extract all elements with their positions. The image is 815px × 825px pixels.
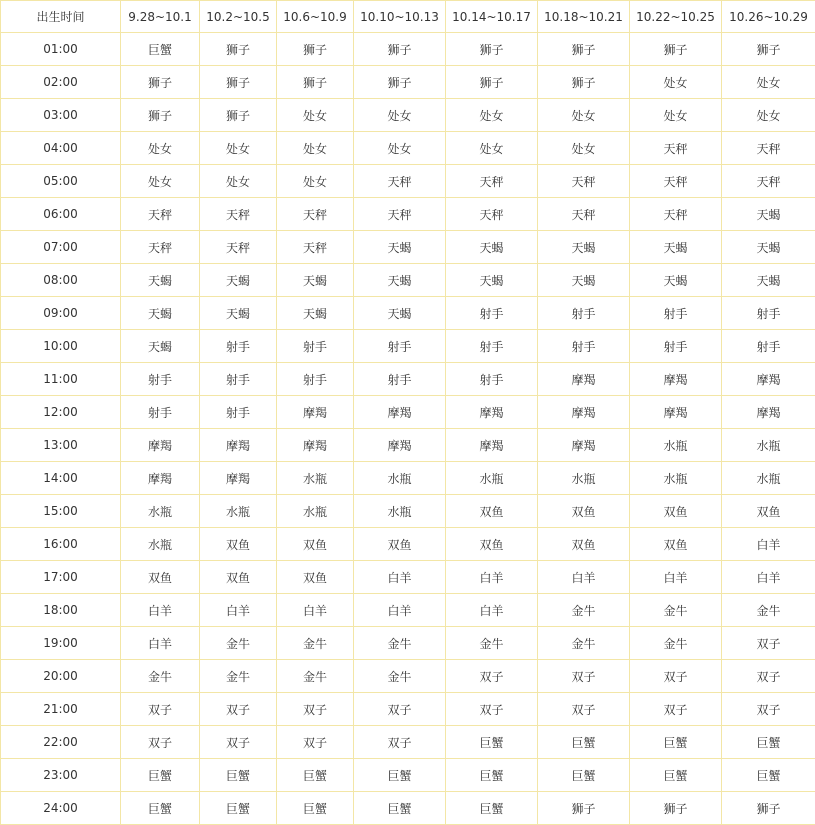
sign-cell: 双子: [630, 660, 722, 693]
table-body: [1, 33, 815, 825]
sign-cell: 巨蟹: [354, 792, 446, 825]
sign-cell: 处女: [538, 99, 630, 132]
time-cell: 14:00: [1, 462, 121, 495]
sign-cell: 天蝎: [446, 264, 538, 297]
sign-cell: 巨蟹: [121, 792, 200, 825]
sign-cell: 水瓶: [722, 462, 815, 495]
column-header-date-range: 10.2~10.5: [200, 1, 277, 33]
sign-cell: 白羊: [121, 594, 200, 627]
sign-cell: 双子: [121, 726, 200, 759]
sign-cell: 双鱼: [630, 528, 722, 561]
sign-cell: 射手: [630, 330, 722, 363]
sign-cell: 巨蟹: [121, 759, 200, 792]
sign-cell: 处女: [446, 132, 538, 165]
time-cell: 11:00: [1, 363, 121, 396]
sign-cell: 天秤: [630, 198, 722, 231]
sign-cell: 摩羯: [200, 462, 277, 495]
sign-cell: 巨蟹: [722, 759, 815, 792]
sign-cell: 天蝎: [630, 231, 722, 264]
sign-cell: 狮子: [354, 33, 446, 66]
table-row: [1, 396, 815, 429]
table-row: [1, 132, 815, 165]
column-header-date-range: 10.22~10.25: [630, 1, 722, 33]
sign-cell: 金牛: [277, 627, 354, 660]
table-row: [1, 759, 815, 792]
sign-cell: 双子: [722, 660, 815, 693]
sign-cell: 射手: [354, 330, 446, 363]
sign-cell: 水瓶: [722, 429, 815, 462]
column-header-date-range: 10.10~10.13: [354, 1, 446, 33]
time-cell: 05:00: [1, 165, 121, 198]
sign-cell: 水瓶: [446, 462, 538, 495]
sign-cell: 双子: [446, 693, 538, 726]
sign-cell: 射手: [200, 330, 277, 363]
sign-cell: 白羊: [200, 594, 277, 627]
sign-cell: 狮子: [630, 792, 722, 825]
table-row: [1, 66, 815, 99]
sign-cell: 天蝎: [354, 297, 446, 330]
column-header-birth-time: 出生时间: [1, 1, 121, 33]
sign-cell: 双鱼: [277, 528, 354, 561]
sign-cell: 天蝎: [121, 264, 200, 297]
time-cell: 06:00: [1, 198, 121, 231]
sign-cell: 金牛: [200, 660, 277, 693]
table-row: [1, 693, 815, 726]
sign-cell: 巨蟹: [354, 759, 446, 792]
sign-cell: 摩羯: [121, 462, 200, 495]
sign-cell: 处女: [277, 132, 354, 165]
sign-cell: 双子: [200, 693, 277, 726]
sign-cell: 摩羯: [538, 396, 630, 429]
sign-cell: 白羊: [446, 594, 538, 627]
time-cell: 12:00: [1, 396, 121, 429]
sign-cell: 天秤: [121, 231, 200, 264]
table-row: [1, 363, 815, 396]
sign-cell: 双子: [200, 726, 277, 759]
sign-cell: 水瓶: [121, 495, 200, 528]
sign-cell: 金牛: [538, 627, 630, 660]
time-cell: 17:00: [1, 561, 121, 594]
time-cell: 08:00: [1, 264, 121, 297]
time-cell: 22:00: [1, 726, 121, 759]
sign-cell: 天秤: [354, 165, 446, 198]
sign-cell: 白羊: [354, 561, 446, 594]
table-row: [1, 99, 815, 132]
sign-cell: 摩羯: [121, 429, 200, 462]
sign-cell: 天蝎: [354, 231, 446, 264]
sign-cell: 金牛: [630, 627, 722, 660]
sign-cell: 水瓶: [200, 495, 277, 528]
sign-cell: 射手: [277, 330, 354, 363]
sign-cell: 射手: [200, 396, 277, 429]
sign-cell: 天秤: [121, 198, 200, 231]
table-row: [1, 462, 815, 495]
sign-cell: 双鱼: [200, 528, 277, 561]
table-row: [1, 165, 815, 198]
time-cell: 18:00: [1, 594, 121, 627]
sign-cell: 摩羯: [630, 363, 722, 396]
sign-cell: 射手: [121, 363, 200, 396]
sign-cell: 摩羯: [538, 429, 630, 462]
sign-cell: 天蝎: [354, 264, 446, 297]
sign-cell: 巨蟹: [277, 759, 354, 792]
sign-cell: 天秤: [354, 198, 446, 231]
sign-cell: 天秤: [200, 198, 277, 231]
time-cell: 09:00: [1, 297, 121, 330]
time-cell: 15:00: [1, 495, 121, 528]
sign-cell: 天蝎: [121, 330, 200, 363]
sign-cell: 处女: [722, 66, 815, 99]
sign-cell: 狮子: [121, 66, 200, 99]
sign-cell: 狮子: [722, 33, 815, 66]
sign-cell: 巨蟹: [277, 792, 354, 825]
table-row: [1, 264, 815, 297]
sign-cell: 巨蟹: [121, 33, 200, 66]
sign-cell: 白羊: [277, 594, 354, 627]
sign-cell: 金牛: [630, 594, 722, 627]
sign-cell: 处女: [200, 132, 277, 165]
sign-cell: 狮子: [722, 792, 815, 825]
sign-cell: 白羊: [446, 561, 538, 594]
sign-cell: 双子: [277, 693, 354, 726]
sign-cell: 天蝎: [277, 264, 354, 297]
sign-cell: 天蝎: [121, 297, 200, 330]
sign-cell: 巨蟹: [630, 726, 722, 759]
time-cell: 03:00: [1, 99, 121, 132]
sign-cell: 水瓶: [277, 495, 354, 528]
sign-cell: 双鱼: [446, 528, 538, 561]
column-header-date-range: 10.18~10.21: [538, 1, 630, 33]
sign-cell: 摩羯: [446, 429, 538, 462]
sign-cell: 巨蟹: [538, 726, 630, 759]
sign-cell: 狮子: [538, 66, 630, 99]
sign-cell: 双子: [722, 627, 815, 660]
sign-cell: 处女: [538, 132, 630, 165]
sign-cell: 处女: [630, 99, 722, 132]
table-row: [1, 33, 815, 66]
sign-cell: 狮子: [200, 99, 277, 132]
sign-cell: 巨蟹: [200, 759, 277, 792]
sign-cell: 双子: [121, 693, 200, 726]
sign-cell: 巨蟹: [630, 759, 722, 792]
sign-cell: 处女: [630, 66, 722, 99]
sign-cell: 双鱼: [354, 528, 446, 561]
table-row: [1, 561, 815, 594]
sign-cell: 狮子: [277, 66, 354, 99]
sign-cell: 水瓶: [630, 429, 722, 462]
sign-cell: 水瓶: [354, 495, 446, 528]
column-header-date-range: 9.28~10.1: [121, 1, 200, 33]
time-cell: 07:00: [1, 231, 121, 264]
sign-cell: 双子: [446, 660, 538, 693]
sign-cell: 巨蟹: [722, 726, 815, 759]
sign-cell: 天秤: [538, 165, 630, 198]
time-cell: 19:00: [1, 627, 121, 660]
sign-cell: 白羊: [538, 561, 630, 594]
sign-cell: 狮子: [200, 33, 277, 66]
sign-cell: 处女: [277, 165, 354, 198]
column-header-date-range: 10.26~10.29: [722, 1, 815, 33]
sign-cell: 射手: [538, 297, 630, 330]
sign-cell: 射手: [446, 297, 538, 330]
sign-cell: 射手: [630, 297, 722, 330]
sign-cell: 金牛: [722, 594, 815, 627]
sign-cell: 巨蟹: [446, 792, 538, 825]
sign-cell: 白羊: [722, 528, 815, 561]
sign-cell: 金牛: [121, 660, 200, 693]
sign-cell: 水瓶: [630, 462, 722, 495]
table-header: [1, 1, 815, 33]
time-cell: 24:00: [1, 792, 121, 825]
time-cell: 21:00: [1, 693, 121, 726]
sign-cell: 射手: [354, 363, 446, 396]
table-row: [1, 726, 815, 759]
sign-cell: 摩羯: [446, 396, 538, 429]
sign-cell: 白羊: [722, 561, 815, 594]
table-row: [1, 792, 815, 825]
sign-cell: 处女: [121, 132, 200, 165]
sign-cell: 巨蟹: [200, 792, 277, 825]
sign-cell: 金牛: [354, 660, 446, 693]
sign-cell: 双子: [538, 660, 630, 693]
time-cell: 04:00: [1, 132, 121, 165]
sign-cell: 摩羯: [722, 396, 815, 429]
sign-cell: 处女: [277, 99, 354, 132]
sign-cell: 摩羯: [354, 429, 446, 462]
sign-cell: 金牛: [277, 660, 354, 693]
header-row: [1, 1, 815, 33]
sign-cell: 狮子: [630, 33, 722, 66]
sign-cell: 水瓶: [121, 528, 200, 561]
sign-cell: 天蝎: [722, 231, 815, 264]
table-row: [1, 594, 815, 627]
sign-cell: 射手: [277, 363, 354, 396]
sign-cell: 天秤: [538, 198, 630, 231]
sign-cell: 狮子: [446, 66, 538, 99]
sign-cell: 天蝎: [277, 297, 354, 330]
sign-cell: 天蝎: [200, 297, 277, 330]
sign-cell: 双子: [630, 693, 722, 726]
sign-cell: 狮子: [200, 66, 277, 99]
sign-cell: 白羊: [121, 627, 200, 660]
sign-cell: 射手: [446, 363, 538, 396]
sign-cell: 天秤: [277, 231, 354, 264]
sign-cell: 射手: [722, 330, 815, 363]
sign-cell: 处女: [446, 99, 538, 132]
sign-cell: 天蝎: [538, 231, 630, 264]
sign-cell: 处女: [121, 165, 200, 198]
sign-cell: 狮子: [121, 99, 200, 132]
table-row: [1, 627, 815, 660]
sign-cell: 金牛: [538, 594, 630, 627]
time-cell: 10:00: [1, 330, 121, 363]
sign-cell: 双鱼: [630, 495, 722, 528]
sign-cell: 射手: [446, 330, 538, 363]
table-row: [1, 528, 815, 561]
sign-cell: 金牛: [354, 627, 446, 660]
sign-cell: 天秤: [200, 231, 277, 264]
sign-cell: 射手: [121, 396, 200, 429]
sign-cell: 处女: [722, 99, 815, 132]
table-row: [1, 495, 815, 528]
time-cell: 20:00: [1, 660, 121, 693]
sign-cell: 双子: [277, 726, 354, 759]
sign-cell: 水瓶: [277, 462, 354, 495]
sign-cell: 天蝎: [446, 231, 538, 264]
sign-cell: 双鱼: [722, 495, 815, 528]
sign-cell: 摩羯: [722, 363, 815, 396]
sign-cell: 狮子: [354, 66, 446, 99]
sign-cell: 天秤: [630, 132, 722, 165]
sign-cell: 天蝎: [538, 264, 630, 297]
sign-cell: 水瓶: [538, 462, 630, 495]
sign-cell: 处女: [354, 132, 446, 165]
time-cell: 16:00: [1, 528, 121, 561]
sign-cell: 白羊: [630, 561, 722, 594]
sign-cell: 天秤: [630, 165, 722, 198]
time-cell: 02:00: [1, 66, 121, 99]
sign-cell: 天秤: [722, 132, 815, 165]
table-row: [1, 429, 815, 462]
sign-cell: 双鱼: [538, 528, 630, 561]
column-header-date-range: 10.6~10.9: [277, 1, 354, 33]
sign-cell: 天蝎: [630, 264, 722, 297]
column-header-date-range: 10.14~10.17: [446, 1, 538, 33]
sign-cell: 摩羯: [630, 396, 722, 429]
table-row: [1, 198, 815, 231]
sign-cell: 双鱼: [446, 495, 538, 528]
sign-cell: 摩羯: [538, 363, 630, 396]
sign-cell: 射手: [722, 297, 815, 330]
sign-cell: 天秤: [277, 198, 354, 231]
sign-cell: 摩羯: [200, 429, 277, 462]
sign-cell: 天秤: [446, 198, 538, 231]
sign-cell: 巨蟹: [538, 759, 630, 792]
sign-cell: 天秤: [722, 165, 815, 198]
sign-cell: 天秤: [446, 165, 538, 198]
sign-cell: 双鱼: [200, 561, 277, 594]
sign-cell: 射手: [538, 330, 630, 363]
sign-cell: 双子: [538, 693, 630, 726]
sign-cell: 处女: [200, 165, 277, 198]
sign-cell: 巨蟹: [446, 726, 538, 759]
time-cell: 01:00: [1, 33, 121, 66]
sign-cell: 双子: [722, 693, 815, 726]
sign-cell: 金牛: [446, 627, 538, 660]
sign-cell: 白羊: [354, 594, 446, 627]
sign-cell: 摩羯: [354, 396, 446, 429]
table-row: [1, 231, 815, 264]
time-cell: 13:00: [1, 429, 121, 462]
sign-cell: 处女: [354, 99, 446, 132]
table-row: [1, 297, 815, 330]
sign-cell: 狮子: [538, 33, 630, 66]
sign-cell: 狮子: [446, 33, 538, 66]
sign-cell: 狮子: [538, 792, 630, 825]
sign-cell: 双子: [354, 726, 446, 759]
table-row: [1, 660, 815, 693]
time-cell: 23:00: [1, 759, 121, 792]
sign-cell: 金牛: [200, 627, 277, 660]
sign-cell: 摩羯: [277, 429, 354, 462]
sign-cell: 天蝎: [722, 198, 815, 231]
sign-cell: 射手: [200, 363, 277, 396]
sign-cell: 巨蟹: [446, 759, 538, 792]
sign-cell: 双鱼: [277, 561, 354, 594]
sign-cell: 摩羯: [277, 396, 354, 429]
table-row: [1, 330, 815, 363]
sign-cell: 狮子: [277, 33, 354, 66]
sign-cell: 双鱼: [538, 495, 630, 528]
sign-cell: 天蝎: [722, 264, 815, 297]
sign-cell: 水瓶: [354, 462, 446, 495]
sign-cell: 天蝎: [200, 264, 277, 297]
sign-cell: 双子: [354, 693, 446, 726]
sign-cell: 双鱼: [121, 561, 200, 594]
